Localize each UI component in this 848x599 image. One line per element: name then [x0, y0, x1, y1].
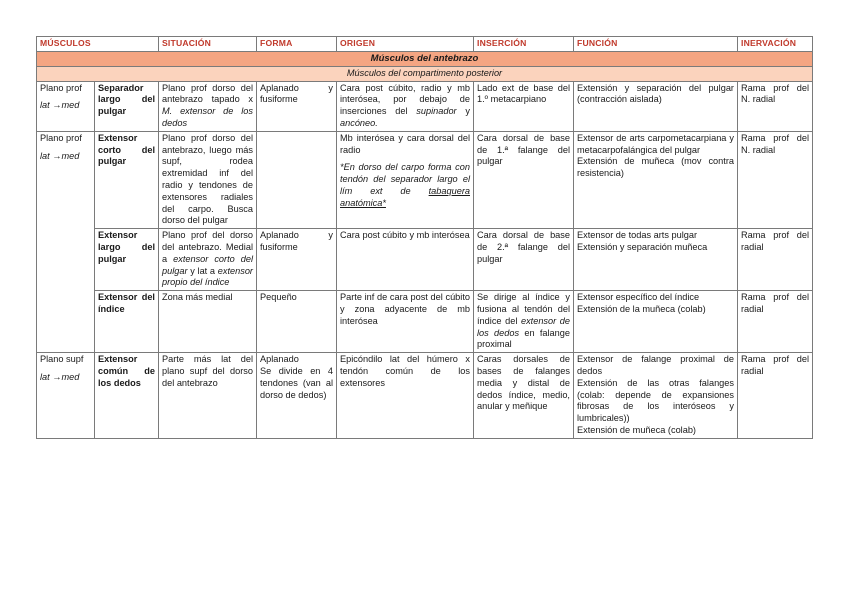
origin-note: [340, 162, 470, 209]
muscle-name: Extensor corto del pulgar: [95, 131, 159, 228]
form-line: Aplanado: [260, 354, 299, 365]
plane-label: Plano supf: [40, 354, 84, 365]
situation-cell: Plano prof dorso del antebrazo, luego más supf, rodea extremidad inf del radio y tendones de extensores radiales del carpo. Busca dorso del pulgar: [159, 131, 257, 228]
header-funcion: FUNCIÓN: [574, 37, 738, 52]
form-cell: [257, 353, 337, 439]
header-inervacion: INERVACIÓN: [738, 37, 813, 52]
function-line: Extensor de todas arts pulgar: [577, 230, 698, 241]
function-line: Extensión de las otras falanges (colab: depende de expansiones fibrosas de los interóseos y lumbricales)): [577, 377, 734, 424]
function-cell: Extensión y separación del pulgar (contracción aislada): [574, 81, 738, 131]
plane-label: Plano prof: [40, 82, 82, 93]
plane-cell: [37, 131, 95, 352]
function-cell: [574, 291, 738, 353]
insertion-cell: Cara dorsal de base de 2.ª falange del pulgar: [474, 229, 574, 291]
origin-text: Mb interósea y cara dorsal del radio: [340, 132, 470, 155]
function-line: Extensión de muñeca (colab): [577, 424, 696, 435]
header-origen: ORIGEN: [337, 37, 474, 52]
muscle-name: Extensor común de los dedos: [95, 353, 159, 439]
direction-label: lat →med: [40, 371, 80, 382]
band-main-title: Músculos del antebrazo: [37, 52, 813, 67]
band-main-row: [37, 52, 813, 67]
function-cell: [574, 131, 738, 228]
situation-text: y lat a: [187, 265, 218, 276]
origin-note-underlined: tabaquera anatómica*: [340, 185, 470, 208]
table-row: [37, 353, 813, 439]
insertion-cell: [474, 291, 574, 353]
form-cell: Aplanado y fusiforme: [257, 81, 337, 131]
situation-cell: [159, 81, 257, 131]
direction-label: lat →med: [40, 100, 80, 111]
header-forma: FORMA: [257, 37, 337, 52]
muscle-name: Extensor del índice: [95, 291, 159, 353]
band-sub-title: Músculos del compartimento posterior: [37, 66, 813, 81]
plane-cell: [37, 353, 95, 439]
origin-italic: ancóneo.: [340, 117, 378, 128]
function-line: Extensión de muñeca (mov contra resistencia): [577, 156, 734, 179]
function-cell: [574, 353, 738, 439]
situation-text: Plano prof dorso del antebrazo tapado x: [162, 82, 253, 105]
origin-text: y: [456, 106, 470, 117]
insertion-text: en falange proximal: [477, 327, 570, 350]
table-row: [37, 229, 813, 291]
innervation-cell: Rama prof del radial: [738, 353, 813, 439]
function-line: Extensor específico del índice: [577, 292, 700, 303]
form-cell: Aplanado y fusiforme: [257, 229, 337, 291]
muscle-name: Extensor largo del pulgar: [95, 229, 159, 291]
header-row: [37, 37, 813, 52]
muscles-table: [36, 36, 813, 439]
situation-italic: M. extensor de los dedos: [162, 106, 253, 128]
muscle-name: Separador largo del pulgar: [95, 81, 159, 131]
table-row: [37, 291, 813, 353]
situation-italic: extensor propio del índice: [162, 265, 253, 288]
situation-text: Plano prof del dorso del antebrazo. Medial a: [162, 230, 253, 264]
innervation-cell: Rama prof del radial: [738, 291, 813, 353]
function-line: Extensión de la muñeca (colab): [577, 303, 706, 314]
function-line: Extensor de falange proximal de dedos: [577, 354, 734, 376]
form-cell: Pequeño: [257, 291, 337, 353]
situation-cell: Zona más medial: [159, 291, 257, 353]
origin-cell: [337, 81, 474, 131]
origin-cell: Parte inf de cara post del cúbito y zona adyacente de mb interósea: [337, 291, 474, 353]
situation-cell: Parte más lat del plano supf del dorso del antebrazo: [159, 353, 257, 439]
header-situacion: SITUACIÓN: [159, 37, 257, 52]
insertion-cell: Caras dorsales de bases de falanges media y distal de dedos índice, medio, anular y meñique: [474, 353, 574, 439]
function-line: Extensión y separación muñeca: [577, 241, 708, 252]
function-cell: [574, 229, 738, 291]
innervation-cell: Rama prof del N. radial: [738, 131, 813, 228]
insertion-cell: Lado ext de base del 1.º metacarpiano: [474, 81, 574, 131]
plane-cell: [37, 81, 95, 131]
form-line: Se divide en 4 tendones (van al dorso de dedos): [260, 365, 333, 400]
origin-cell: [337, 131, 474, 228]
origin-cell: Epicóndilo lat del húmero x tendón común de los extensores: [337, 353, 474, 439]
insertion-italic: extensor de los dedos: [477, 315, 570, 338]
plane-label: Plano prof: [40, 132, 82, 143]
situation-italic: extensor corto del pulgar: [162, 253, 254, 276]
origin-cell: Cara post cúbito y mb interósea: [337, 229, 474, 291]
situation-cell: [159, 229, 257, 291]
insertion-cell: Cara dorsal de base de 1.ª falange del pulgar: [474, 131, 574, 228]
direction-label: lat →med: [40, 150, 80, 161]
origin-text: Cara post cúbito, radio y mb interósea, por debajo de inserciones del: [340, 82, 470, 117]
innervation-cell: Rama prof del radial: [738, 229, 813, 291]
table-row: [37, 131, 813, 228]
header-insercion: INSERCIÓN: [474, 37, 574, 52]
band-sub-row: [37, 66, 813, 81]
origin-italic: supinador: [416, 106, 457, 117]
function-line: Extensor de arts carpometacarpiana y metacarpofalángica del pulgar: [577, 132, 734, 155]
form-cell: [257, 131, 337, 228]
insertion-text: Se dirige al índice y fusiona al tendón del índice del: [477, 292, 570, 326]
innervation-cell: Rama prof del N. radial: [738, 81, 813, 131]
origin-note-text: *En dorso del carpo forma con tendón del separador largo el lím ext de: [340, 162, 470, 196]
header-musculos: MÚSCULOS: [37, 37, 159, 52]
table-row: [37, 81, 813, 131]
